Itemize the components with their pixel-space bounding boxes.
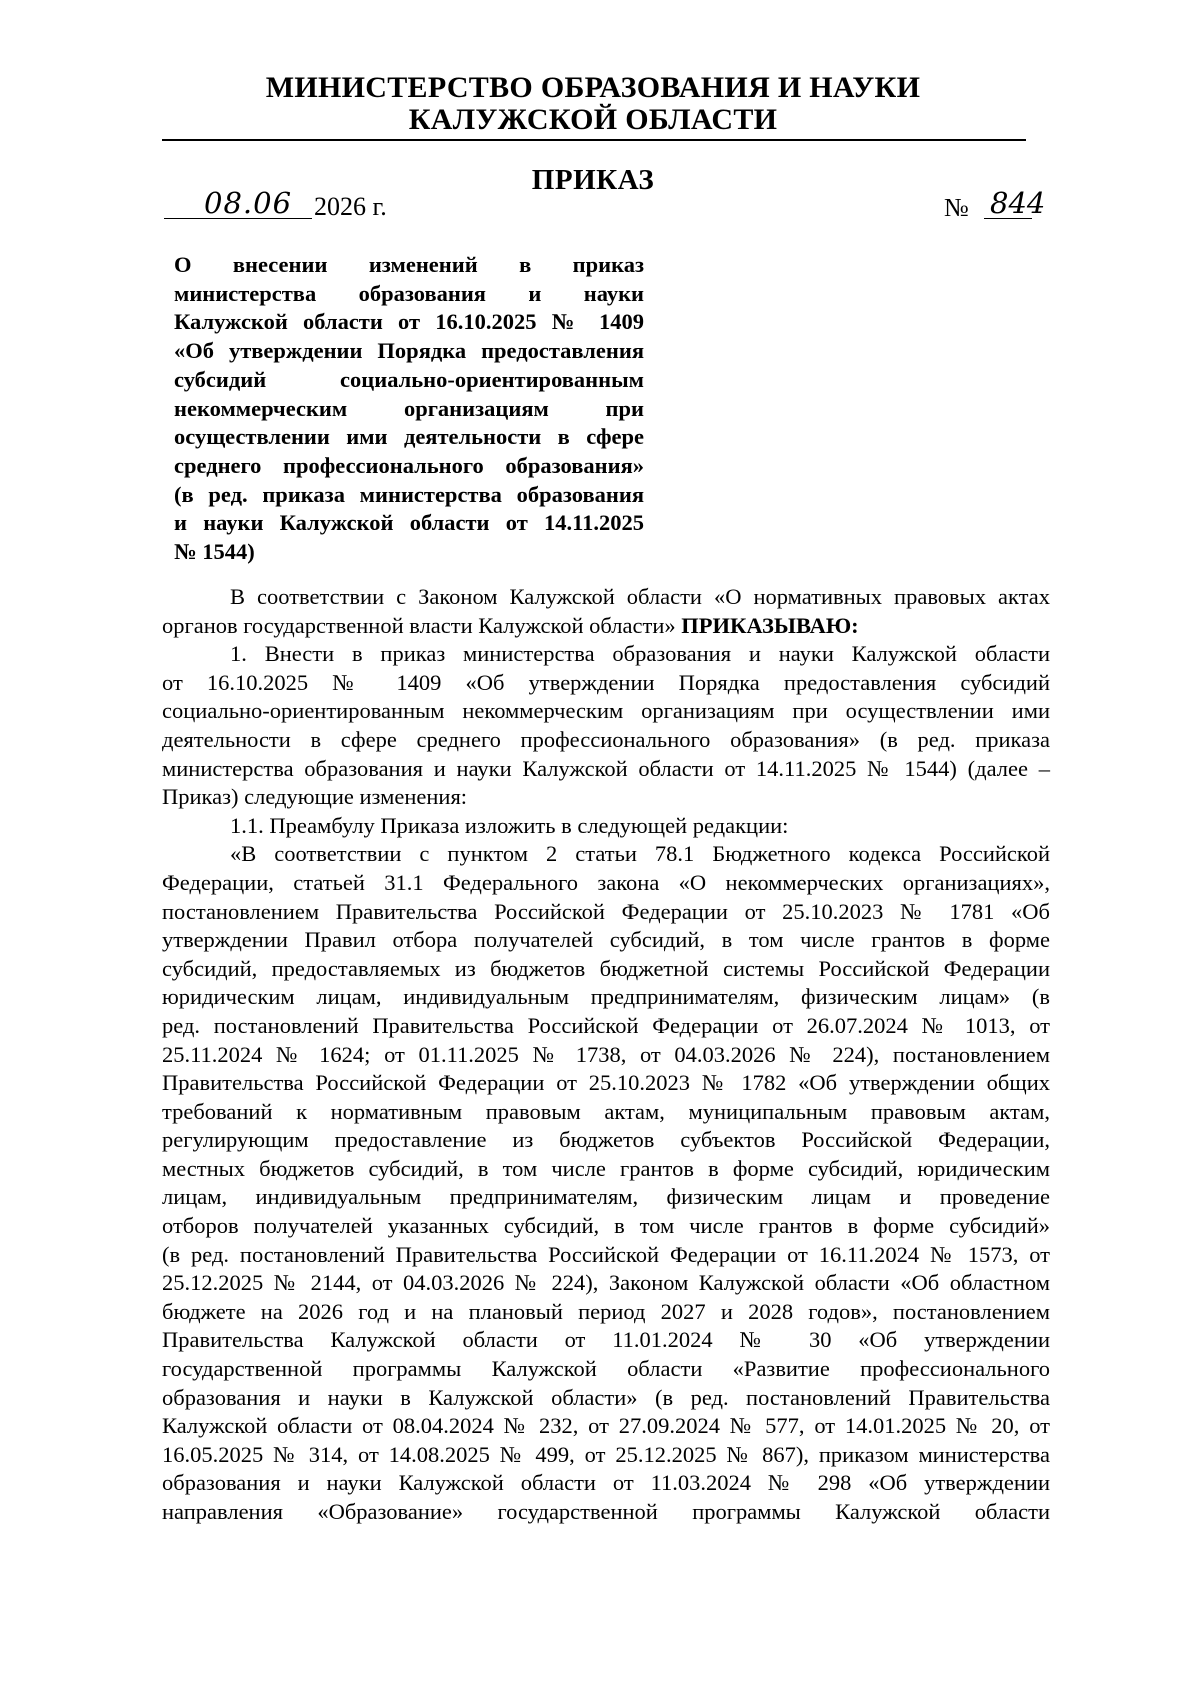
subject-line: и науки Калужской области от 14.11.2025	[174, 510, 644, 536]
subject-line: (в ред. приказа министерства образования	[174, 481, 644, 507]
order-subject	[174, 251, 644, 567]
subject-line: среднего профессионального образования»	[174, 452, 644, 478]
body-line: Приказ) следующие изменения:	[162, 784, 468, 810]
body-line: постановлением Правительства Российской Федерации от 25.10.2023 № 1781 «Об	[162, 898, 1050, 924]
document-title: ПРИКАЗ	[531, 164, 655, 196]
ministry-name-line2: КАЛУЖСКОЙ ОБЛАСТИ	[408, 103, 778, 136]
body-line: образования и науки в Калужской области» (в ред. постановлений Правительства	[162, 1384, 1050, 1410]
order-command: ПРИКАЗЫВАЮ:	[675, 612, 859, 638]
body-line: регулирующим предоставление из бюджетов субъектов Российской Федерации,	[162, 1127, 1050, 1153]
body-line	[162, 612, 1050, 641]
subject-line: О внесении изменений в приказ	[174, 252, 644, 277]
body-line: бюджете на 2026 год и на плановый период 2027 и 2028 годов», постановлением	[162, 1298, 1050, 1324]
subject-line: Калужской области от 16.10.2025 № 1409	[174, 309, 644, 335]
subject-line: министерства образования и науки	[174, 280, 644, 306]
body-line: 25.12.2025 № 2144, от 04.03.2026 № 224), Законом Калужской области «Об областном	[162, 1270, 1050, 1296]
body-line: 1. Внести в приказ министерства образования и науки Калужской области	[230, 641, 1050, 667]
number-label: №	[944, 193, 969, 222]
body-line: ред. постановлений Правительства Российской Федерации от 26.07.2024 № 1013, от	[162, 1012, 1050, 1038]
body-line: лицам, индивидуальным предпринимателям, физическим лицам и проведение	[162, 1184, 1050, 1210]
body-line: деятельности в сфере среднего профессионального образования» (в ред. приказа	[162, 726, 1050, 752]
subject-line: № 1544)	[174, 539, 255, 565]
body-line: Правительства Российской Федерации от 25.10.2023 № 1782 «Об утверждении общих	[162, 1070, 1050, 1096]
body-line: отборов получателей указанных субсидий, в том числе грантов в форме субсидий»	[162, 1213, 1050, 1239]
body-line: министерства образования и науки Калужской области от 14.11.2025 № 1544) (далее –	[162, 755, 1050, 781]
body-line: социально-ориентированным некоммерческим организациям при осуществлении ими	[162, 698, 1050, 724]
body-line: Калужской области от 08.04.2024 № 232, от 27.09.2024 № 577, от 14.01.2025 № 20, от	[162, 1413, 1050, 1439]
date-year: 2026 г.	[314, 192, 387, 221]
body-line: Федерации, статьей 31.1 Федерального закона «О некоммерческих организациях»,	[162, 869, 1050, 895]
body-line: 16.05.2025 № 314, от 14.08.2025 № 499, от 25.12.2025 № 867), приказом министерства	[162, 1441, 1050, 1467]
body-line: 25.11.2024 № 1624; от 01.11.2025 № 1738, от 04.03.2026 № 224), постановлением	[162, 1041, 1050, 1067]
body-line: 1.1. Преамбулу Приказа изложить в следующей редакции:	[230, 812, 789, 838]
subject-line: «Об утверждении Порядка предоставления	[174, 338, 644, 364]
header-rule	[162, 139, 1026, 141]
body-line: Правительства Калужской области от 11.01.2024 № 30 «Об утверждении	[162, 1327, 1050, 1353]
body-line: субсидий, предоставляемых из бюджетов бюджетной системы Российской Федерации	[162, 955, 1050, 981]
body-line: местных бюджетов субсидий, в том числе грантов в форме субсидий, юридическим	[162, 1155, 1050, 1181]
body-line: юридическим лицам, индивидуальным предпринимателям, физическим лицам» (в	[162, 984, 1050, 1010]
subject-line: осуществлении ими деятельности в сфере	[174, 424, 644, 450]
handwritten-number: 844	[990, 186, 1046, 220]
body-line: государственной программы Калужской области «Развитие профессионального	[162, 1356, 1050, 1382]
body-line: В соответствии с Законом Калужской области «О нормативных правовых актах	[230, 584, 1050, 609]
body-line: «В соответствии с пунктом 2 статьи 78.1 Бюджетного кодекса Российской	[230, 841, 1050, 867]
body-line: направления «Образование» государственной программы Калужской области	[162, 1499, 1050, 1524]
document-body	[162, 583, 1050, 1527]
body-line: требований к нормативным правовым актам, муниципальным правовым актам,	[162, 1098, 1050, 1124]
body-line: от 16.10.2025 № 1409 «Об утверждении Порядка предоставления субсидий	[162, 669, 1050, 695]
subject-line: некоммерческим организациям при	[174, 395, 644, 421]
body-line: (в ред. постановлений Правительства Российской Федерации от 16.11.2024 № 1573, от	[162, 1241, 1050, 1267]
body-line-text: органов государственной власти Калужской области»	[162, 612, 676, 638]
body-line: утверждении Правил отбора получателей субсидий, в том числе грантов в форме	[162, 927, 1050, 953]
ministry-name-line1: МИНИСТЕРСТВО ОБРАЗОВАНИЯ И НАУКИ	[265, 71, 921, 104]
handwritten-date: 08.06	[204, 186, 293, 220]
subject-line: субсидий социально-ориентированным	[174, 366, 644, 392]
body-line: образования и науки Калужской области от 11.03.2024 № 298 «Об утверждении	[162, 1470, 1050, 1496]
